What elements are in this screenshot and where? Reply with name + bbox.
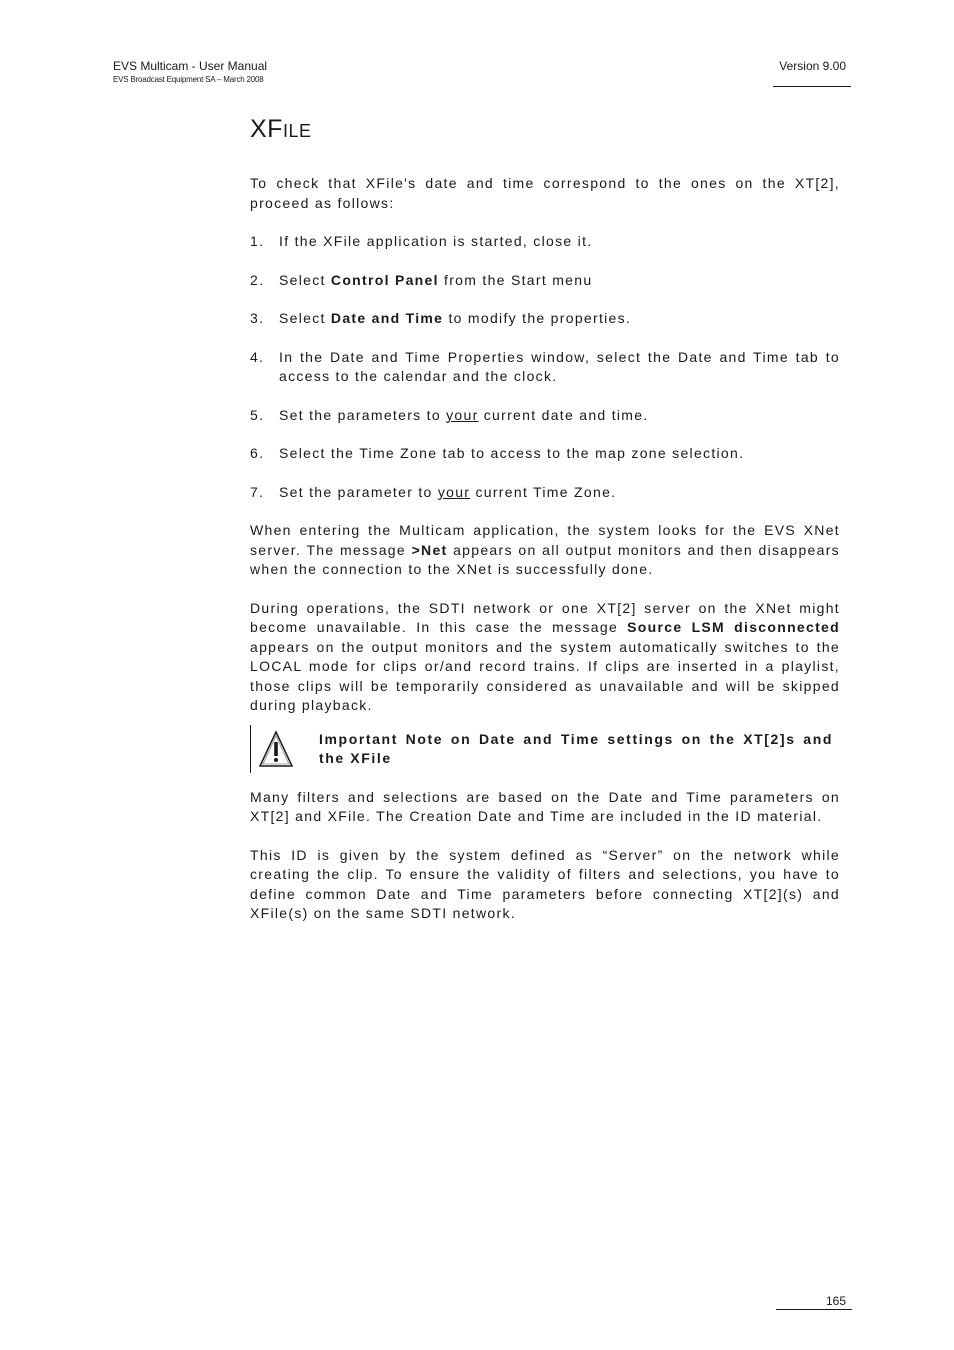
list-item: 7. Set the parameter to your current Time Zone. (250, 483, 617, 500)
list-item: 2. Select Control Panel from the Start menu (250, 271, 593, 288)
list-item: 1. If the XFile application is started, close it. (250, 233, 593, 249)
sdti-paragraph: During operations, the SDTI network or one XT[2] server on the XNet might become unavailable. In this case the message Source LSM disconnected appears on the output monitors and the system automatically switches to the LOCAL mode for clips or/and record trains. If clips are inserted in a playlist, those clips will be temporarily considered as unavailable and will be skipped during playback. (250, 599, 840, 713)
intro-paragraph: To check that XFile's date and time correspond to the ones on the XT[2], proceed as follows: (250, 175, 840, 211)
id-paragraph: This ID is given by the system defined as “Server” on the network while creating the clip. To ensure the validity of filters and selections, you have to define common Date and Time parameters before connecting XT[2](s) and XFile(s) on the same SDTI network. (250, 846, 840, 921)
list-item: 3. Select Date and Time to modify the properties. (250, 310, 632, 326)
list-item: 4. In the Date and Time Properties window, select the Date and Time tab to access to the calendar and the clock. (250, 348, 840, 384)
list-item: 5. Set the parameters to your current date and time. (250, 406, 649, 423)
version-label: Version 9.00 (779, 59, 846, 73)
footer-rule (776, 1309, 852, 1310)
page-body (250, 112, 840, 924)
filters-paragraph: Many filters and selections are based on the Date and Time parameters on XT[2] and XFile. The Creation Date and Time are included in the ID material. (250, 788, 840, 824)
company-date: EVS Broadcast Equipment SA – March 2008 (113, 75, 264, 84)
list-item: 6. Select the Time Zone tab to access to the map zone selection. (250, 445, 745, 461)
note-bar (250, 725, 251, 773)
manual-title: EVS Multicam - User Manual (113, 59, 268, 73)
important-note (250, 725, 840, 775)
xnet-paragraph: When entering the Multicam application, the system looks for the EVS XNet server. The message >Net appears on all output monitors and then disappears when the connection to the XNet is successfully done. (250, 522, 840, 577)
page-number: 165 (825, 1294, 846, 1308)
page-header (113, 59, 267, 85)
steps-list (250, 232, 840, 502)
section-title: XFILE (250, 115, 312, 143)
warning-triangle-icon (258, 729, 294, 769)
note-title: Important Note on Date and Time settings on the XT[2]s and the XFile (319, 730, 833, 766)
header-rule (773, 86, 851, 87)
